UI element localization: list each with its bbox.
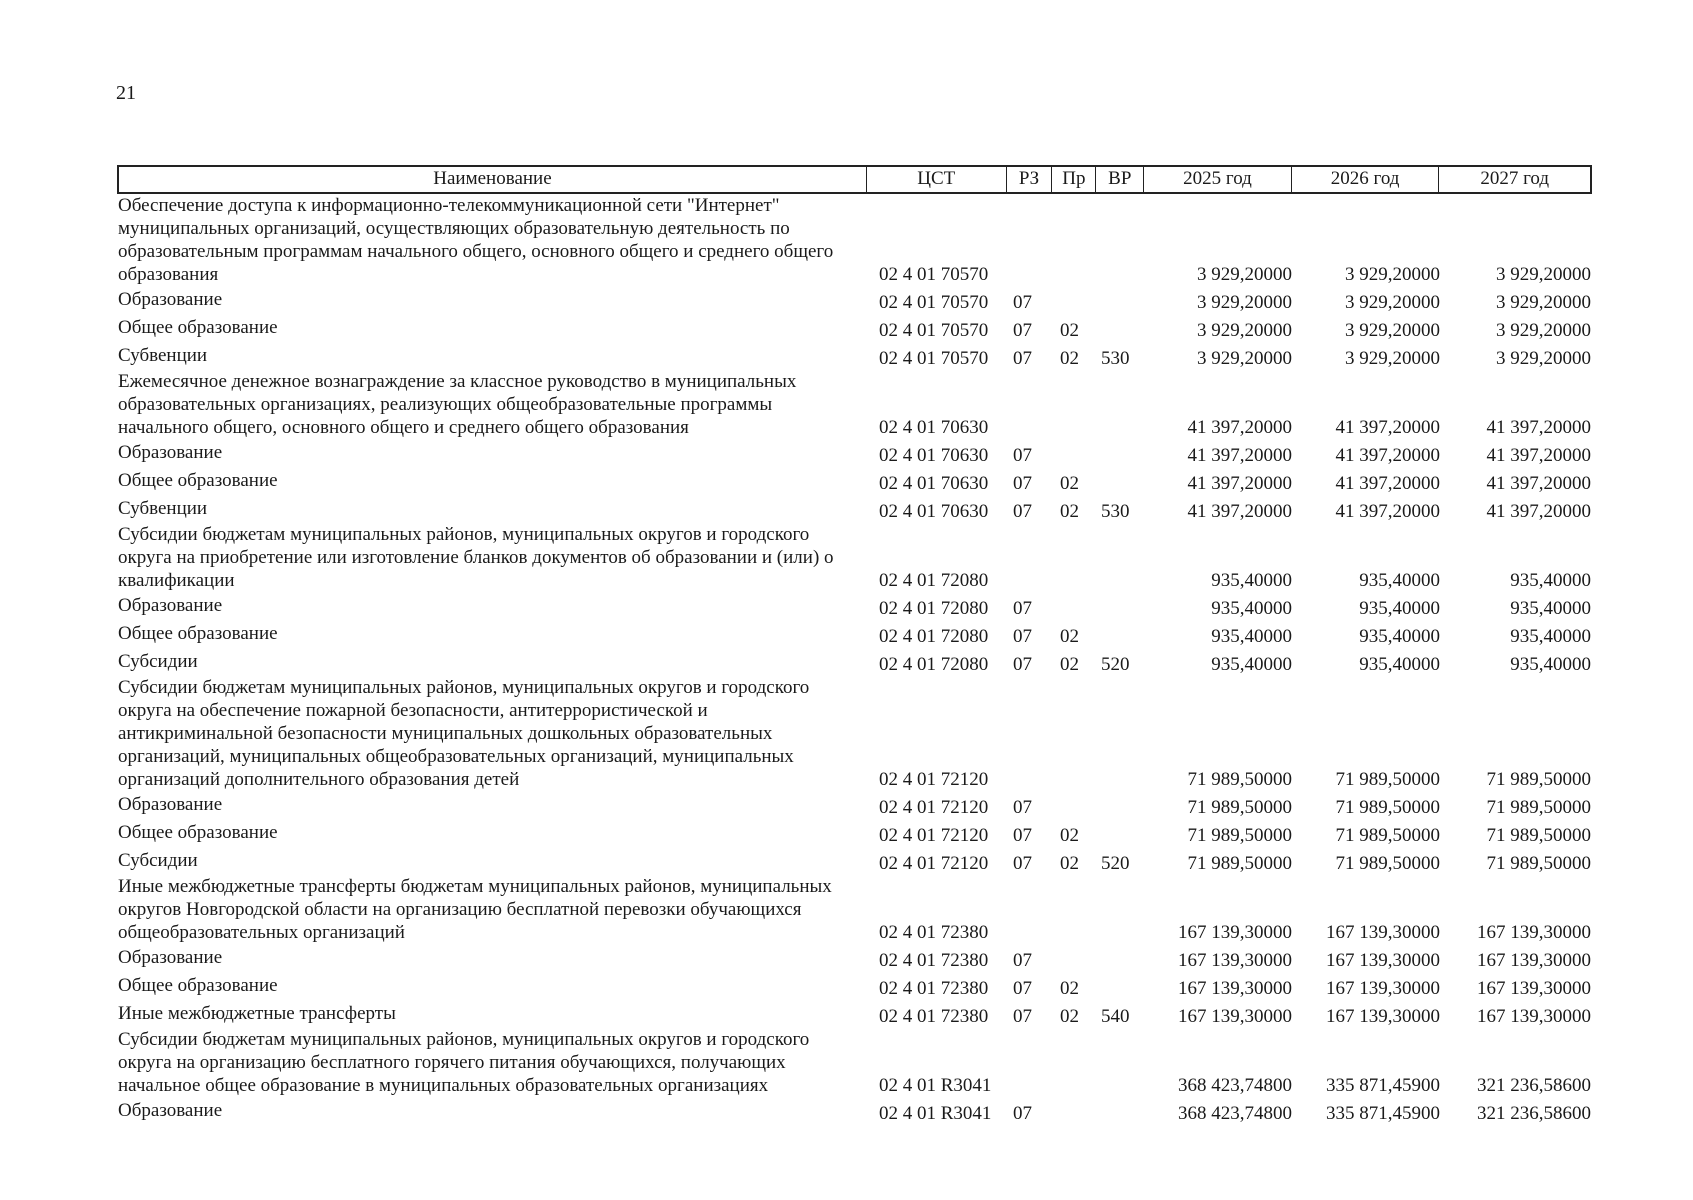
row-name: Образование (118, 1100, 223, 1121)
row-2025: 3 929,20000 (1197, 320, 1292, 341)
row-vr: 540 (1101, 1006, 1130, 1027)
row-2025: 935,40000 (1211, 626, 1292, 647)
table-row (117, 944, 1592, 972)
row-2027: 167 139,30000 (1477, 978, 1591, 999)
row-cst: 02 4 01 R3041 (879, 1075, 992, 1096)
row-2025: 935,40000 (1211, 598, 1292, 619)
header-2025: 2025 год (1144, 167, 1292, 192)
row-vr: 520 (1101, 654, 1130, 675)
row-2025: 3 929,20000 (1197, 348, 1292, 369)
row-2025: 167 139,30000 (1178, 950, 1292, 971)
row-cst: 02 4 01 72080 (879, 598, 989, 619)
row-pr (1053, 594, 1097, 597)
row-2026: 167 139,30000 (1326, 1006, 1440, 1027)
row-cst: 02 4 01 72080 (879, 570, 989, 591)
row-vr (1097, 594, 1145, 597)
row-name: Общее образование (118, 470, 278, 491)
table-row (117, 972, 1592, 1000)
row-2027: 71 989,50000 (1486, 797, 1591, 818)
header-2027: 2027 год (1480, 168, 1550, 189)
row-pr: 02 (1060, 853, 1079, 874)
row-2025: 368 423,74800 (1178, 1075, 1292, 1096)
row-2026: 3 929,20000 (1345, 292, 1440, 313)
row-rz: 07 (1013, 853, 1032, 874)
row-rz: 07 (1013, 978, 1032, 999)
table-row (117, 1000, 1592, 1028)
row-2025: 71 989,50000 (1187, 797, 1292, 818)
row-name: Ежемесячное денежное вознаграждение за классное руководство в муниципальных образовательных организациях, реализующих общеобразовательные программы начального общего, основного общего и среднего общего образования (118, 371, 797, 438)
row-2025: 368 423,74800 (1178, 1103, 1292, 1124)
row-name: Субвенции (118, 498, 208, 519)
row-name: Образование (118, 595, 223, 616)
row-vr (1097, 793, 1145, 796)
row-2027: 3 929,20000 (1496, 320, 1591, 341)
budget-table (117, 165, 1592, 1125)
table-row (117, 1097, 1592, 1125)
row-cst: 02 4 01 72380 (879, 978, 989, 999)
row-2025: 935,40000 (1211, 570, 1292, 591)
row-cst: 02 4 01 70630 (879, 417, 989, 438)
row-2026: 71 989,50000 (1335, 825, 1440, 846)
row-rz: 07 (1013, 598, 1032, 619)
row-vr: 520 (1101, 853, 1130, 874)
row-rz: 07 (1013, 292, 1032, 313)
row-cst: 02 4 01 72120 (879, 853, 989, 874)
row-rz: 07 (1013, 825, 1032, 846)
row-2026: 41 397,20000 (1335, 473, 1440, 494)
row-2027: 41 397,20000 (1486, 473, 1591, 494)
row-2027: 935,40000 (1510, 570, 1591, 591)
header-rz: РЗ (1007, 167, 1053, 192)
row-2026: 935,40000 (1359, 598, 1440, 619)
table-row (117, 439, 1592, 467)
row-2026: 71 989,50000 (1335, 797, 1440, 818)
row-name: Субсидии (118, 651, 198, 672)
table-row (117, 875, 1592, 944)
row-vr (1097, 974, 1145, 977)
row-2026: 71 989,50000 (1335, 769, 1440, 790)
row-cst: 02 4 01 R3041 (879, 1103, 992, 1124)
row-2026: 41 397,20000 (1335, 417, 1440, 438)
row-pr (1053, 946, 1097, 949)
row-name: Общее образование (118, 822, 278, 843)
row-rz: 07 (1013, 797, 1032, 818)
row-2025: 71 989,50000 (1187, 769, 1292, 790)
row-2025: 167 139,30000 (1178, 922, 1292, 943)
row-rz: 07 (1013, 445, 1032, 466)
row-pr: 02 (1060, 978, 1079, 999)
row-vr (1097, 946, 1145, 949)
row-name: Субсидии бюджетам муниципальных районов, муниципальных округов и городского округа на организацию бесплатного горячего питания обучающихся, получающих начальное общее образование в муниципальных образовательных организациях (118, 1029, 810, 1096)
row-vr (1097, 441, 1145, 444)
header-vr: ВР (1096, 167, 1144, 192)
row-cst: 02 4 01 70630 (879, 501, 989, 522)
row-2027: 935,40000 (1510, 654, 1591, 675)
row-name: Обеспечение доступа к информационно-телекоммуникационной сети "Интернет" муниципальных организаций, осуществляющих образовательную деятельность по образовательным программам начального общего, основного общего и среднего общего образования (118, 195, 834, 285)
row-cst: 02 4 01 72380 (879, 922, 989, 943)
row-cst: 02 4 01 72120 (879, 825, 989, 846)
row-rz: 07 (1013, 626, 1032, 647)
row-2026: 167 139,30000 (1326, 978, 1440, 999)
row-rz: 07 (1013, 1006, 1032, 1027)
table-row (117, 342, 1592, 370)
row-2027: 41 397,20000 (1486, 417, 1591, 438)
row-cst: 02 4 01 70570 (879, 264, 989, 285)
row-rz: 07 (1013, 950, 1032, 971)
row-name: Общее образование (118, 975, 278, 996)
row-name: Субсидии (118, 850, 198, 871)
table-row (117, 791, 1592, 819)
row-2025: 41 397,20000 (1187, 417, 1292, 438)
row-vr (1097, 469, 1145, 472)
row-2026: 41 397,20000 (1335, 501, 1440, 522)
row-cst: 02 4 01 70570 (879, 348, 989, 369)
row-2025: 3 929,20000 (1197, 264, 1292, 285)
row-pr: 02 (1060, 825, 1079, 846)
row-cst: 02 4 01 72380 (879, 950, 989, 971)
row-2026: 335 871,45900 (1326, 1103, 1440, 1124)
row-2025: 71 989,50000 (1187, 825, 1292, 846)
row-2027: 41 397,20000 (1486, 501, 1591, 522)
row-cst: 02 4 01 70630 (879, 473, 989, 494)
row-pr: 02 (1060, 501, 1079, 522)
row-pr: 02 (1060, 473, 1079, 494)
row-2025: 41 397,20000 (1187, 445, 1292, 466)
row-pr: 02 (1060, 626, 1079, 647)
row-2027: 935,40000 (1510, 598, 1591, 619)
header-2026: 2026 год (1292, 167, 1440, 192)
row-2026: 935,40000 (1359, 654, 1440, 675)
row-pr (1053, 1099, 1097, 1102)
row-2027: 3 929,20000 (1496, 292, 1591, 313)
row-2025: 167 139,30000 (1178, 978, 1292, 999)
row-2025: 41 397,20000 (1187, 473, 1292, 494)
row-name: Субвенции (118, 345, 208, 366)
row-vr: 530 (1101, 348, 1130, 369)
row-rz: 07 (1013, 654, 1032, 675)
row-2027: 71 989,50000 (1486, 769, 1591, 790)
row-rz: 07 (1013, 473, 1032, 494)
table-row (117, 523, 1592, 592)
row-pr (1053, 793, 1097, 796)
row-pr: 02 (1060, 1006, 1079, 1027)
row-cst: 02 4 01 70570 (879, 292, 989, 313)
row-2026: 935,40000 (1359, 570, 1440, 591)
table-row (117, 676, 1592, 791)
row-2025: 935,40000 (1211, 654, 1292, 675)
row-2026: 167 139,30000 (1326, 950, 1440, 971)
row-2027: 71 989,50000 (1486, 853, 1591, 874)
row-2027: 167 139,30000 (1477, 1006, 1591, 1027)
row-2027: 321 236,58600 (1477, 1075, 1591, 1096)
row-2025: 71 989,50000 (1187, 853, 1292, 874)
row-cst: 02 4 01 70630 (879, 445, 989, 466)
row-name: Иные межбюджетные трансферты (118, 1003, 396, 1024)
row-name: Образование (118, 442, 223, 463)
header-cst: ЦСТ (867, 167, 1007, 192)
row-2027: 3 929,20000 (1496, 264, 1591, 285)
row-vr (1097, 1099, 1145, 1102)
row-name: Образование (118, 947, 223, 968)
row-vr (1097, 821, 1145, 824)
row-name: Общее образование (118, 317, 278, 338)
header-pr: Пр (1052, 167, 1096, 192)
row-cst: 02 4 01 72080 (879, 626, 989, 647)
row-2026: 335 871,45900 (1326, 1075, 1440, 1096)
row-2025: 41 397,20000 (1187, 501, 1292, 522)
row-2026: 935,40000 (1359, 626, 1440, 647)
row-2026: 167 139,30000 (1326, 922, 1440, 943)
row-2026: 3 929,20000 (1345, 348, 1440, 369)
table-row (117, 467, 1592, 495)
row-vr (1097, 316, 1145, 319)
row-name: Общее образование (118, 623, 278, 644)
row-2027: 167 139,30000 (1477, 950, 1591, 971)
row-cst: 02 4 01 72120 (879, 797, 989, 818)
row-2027: 3 929,20000 (1496, 348, 1591, 369)
row-2027: 935,40000 (1510, 626, 1591, 647)
row-pr: 02 (1060, 654, 1079, 675)
row-cst: 02 4 01 72120 (879, 769, 989, 790)
table-row (117, 847, 1592, 875)
row-name: Субсидии бюджетам муниципальных районов, муниципальных округов и городского округа на приобретение или изготовление бланков документов об образовании и (или) о квалификации (118, 524, 834, 591)
row-cst: 02 4 01 70570 (879, 320, 989, 341)
table-row (117, 1028, 1592, 1097)
table-header (117, 165, 1592, 194)
table-row (117, 370, 1592, 439)
row-vr: 530 (1101, 501, 1130, 522)
table-row (117, 620, 1592, 648)
row-vr (1097, 288, 1145, 291)
row-vr (1097, 622, 1145, 625)
row-2026: 71 989,50000 (1335, 853, 1440, 874)
row-name: Субсидии бюджетам муниципальных районов, муниципальных округов и городского округа на обеспечение пожарной безопасности, антитеррористической и антикриминальной безопасности муниципальных дошкольных образовательных организаций, муниципальных общеобразовательных организаций, муниципальных организаций дополнительного образования детей (118, 677, 810, 790)
row-name: Образование (118, 794, 223, 815)
row-2026: 3 929,20000 (1345, 264, 1440, 285)
row-2026: 3 929,20000 (1345, 320, 1440, 341)
page-number: 21 (116, 82, 136, 104)
row-pr (1053, 441, 1097, 444)
table-row (117, 592, 1592, 620)
row-pr (1053, 288, 1097, 291)
row-2027: 71 989,50000 (1486, 825, 1591, 846)
header-name: Наименование (119, 167, 867, 192)
row-name: Иные межбюджетные трансферты бюджетам муниципальных районов, муниципальных округов Новгородской области на организацию бесплатной перевозки обучающихся общеобразовательных организаций (118, 876, 832, 943)
row-pr: 02 (1060, 320, 1079, 341)
row-cst: 02 4 01 72380 (879, 1006, 989, 1027)
row-2026: 41 397,20000 (1335, 445, 1440, 466)
table-row (117, 314, 1592, 342)
row-2027: 167 139,30000 (1477, 922, 1591, 943)
row-2025: 167 139,30000 (1178, 1006, 1292, 1027)
row-name: Образование (118, 289, 223, 310)
row-2025: 3 929,20000 (1197, 292, 1292, 313)
table-row (117, 819, 1592, 847)
row-pr: 02 (1060, 348, 1079, 369)
table-row (117, 648, 1592, 676)
row-rz: 07 (1013, 501, 1032, 522)
row-cst: 02 4 01 72080 (879, 654, 989, 675)
table-row (117, 495, 1592, 523)
row-rz: 07 (1013, 348, 1032, 369)
table-row (117, 194, 1592, 286)
row-2027: 41 397,20000 (1486, 445, 1591, 466)
table-body (117, 194, 1592, 1125)
row-rz: 07 (1013, 1103, 1032, 1124)
row-rz: 07 (1013, 320, 1032, 341)
row-2027: 321 236,58600 (1477, 1103, 1591, 1124)
table-row (117, 286, 1592, 314)
